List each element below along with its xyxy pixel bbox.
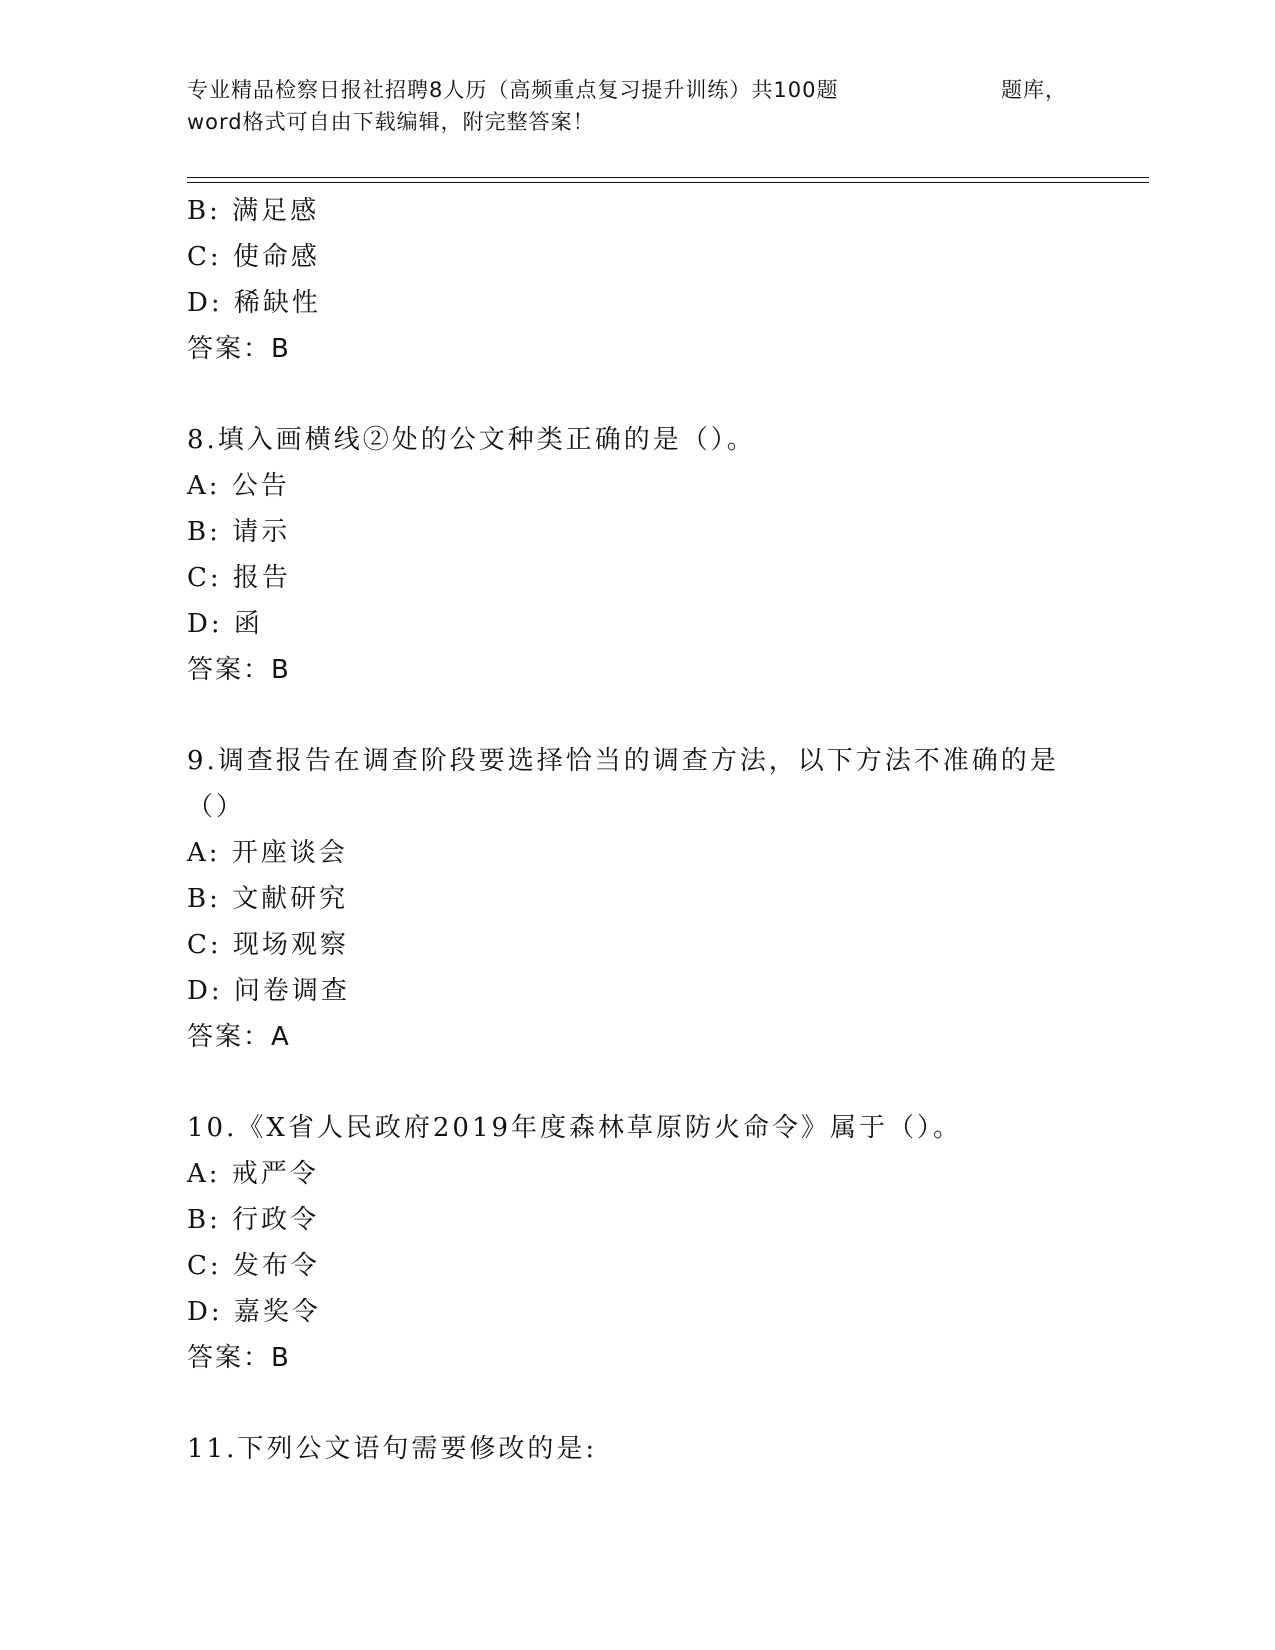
option-b: B: 行政令 — [187, 1205, 320, 1235]
answer: 答案：B — [187, 334, 291, 364]
header-divider-top — [187, 177, 1149, 178]
question-8 — [187, 417, 1087, 693]
option-b: B: 文献研究 — [187, 884, 349, 914]
question-stem: 9.调查报告在调查阶段要选择恰当的调查方法，以下方法不准确的是 — [187, 746, 1059, 776]
question-9 — [187, 738, 1087, 1060]
answer: 答案：B — [187, 655, 291, 685]
header-title-tail: 题库， — [1001, 78, 1067, 102]
option-a: A: 公告 — [187, 471, 290, 501]
question-11 — [187, 1426, 1087, 1472]
header-divider-bottom — [187, 182, 1149, 183]
answer: 答案：B — [187, 1343, 291, 1373]
option-d: D: 嘉奖令 — [187, 1297, 321, 1327]
option-b: B: 满足感 — [187, 196, 320, 226]
header-subtitle: word格式可自由下载编辑，附完整答案！ — [187, 110, 595, 134]
question-stem-continued: （） — [187, 792, 246, 822]
question-stem: 11.下列公文语句需要修改的是: — [187, 1434, 598, 1464]
option-a: A: 戒严令 — [187, 1159, 319, 1189]
header-title: 专业精品检察日报社招聘8人历（高频重点复习提升训练）共100题 — [187, 78, 839, 102]
option-c: C: 使命感 — [187, 242, 320, 272]
answer: 答案：A — [187, 1022, 291, 1052]
option-d: D: 问卷调查 — [187, 976, 350, 1006]
question-stem: 8.填入画横线②处的公文种类正确的是（）。 — [187, 425, 756, 455]
option-b: B: 请示 — [187, 517, 291, 547]
document-header — [187, 74, 1087, 138]
question-10 — [187, 1105, 1087, 1381]
question-list — [187, 188, 1087, 1472]
option-d: D: 稀缺性 — [187, 288, 321, 318]
option-c: C: 发布令 — [187, 1251, 320, 1281]
option-c: C: 现场观察 — [187, 930, 349, 960]
option-c: C: 报告 — [187, 563, 291, 593]
option-a: A: 开座谈会 — [187, 838, 348, 868]
question-stem: 10.《X省人民政府2019年度森林草原防火命令》属于（）。 — [187, 1113, 963, 1143]
option-d: D: 函 — [187, 609, 263, 639]
question-7-tail — [187, 188, 1087, 372]
